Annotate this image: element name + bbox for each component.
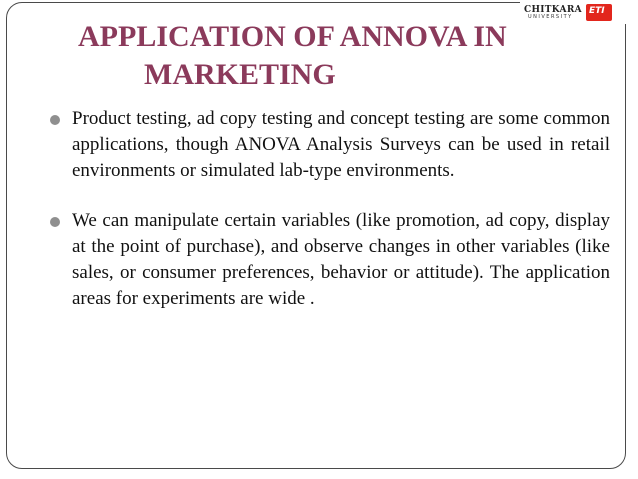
logo-name: CHITKARA (524, 5, 582, 15)
bullet-item (42, 208, 610, 312)
bullet-text: We can manipulate certain variables (like promotion, ad copy, display at the point of purchase), and observe changes in other variables (like sales, or consumer preferences, behavior or attitude). The application areas for experiments are wide . (72, 210, 610, 309)
bullet-icon (50, 217, 60, 227)
bullet-item (42, 106, 610, 184)
slide-title (78, 18, 548, 94)
title-line-1: APPLICATION OF ANNOVA IN (78, 20, 507, 53)
bullet-text: Product testing, ad copy testing and concept testing are some common applications, though ANOVA Analysis Surveys can be used in retail environments or simulated lab-type environments. (72, 108, 610, 181)
logo-subtitle: UNIVERSITY (528, 14, 573, 20)
bullet-list (42, 106, 610, 336)
logo-mark-icon (586, 4, 612, 21)
logo-mark-text: ETI (589, 6, 605, 16)
bullet-icon (50, 115, 60, 125)
title-line-2: MARKETING (144, 58, 336, 91)
